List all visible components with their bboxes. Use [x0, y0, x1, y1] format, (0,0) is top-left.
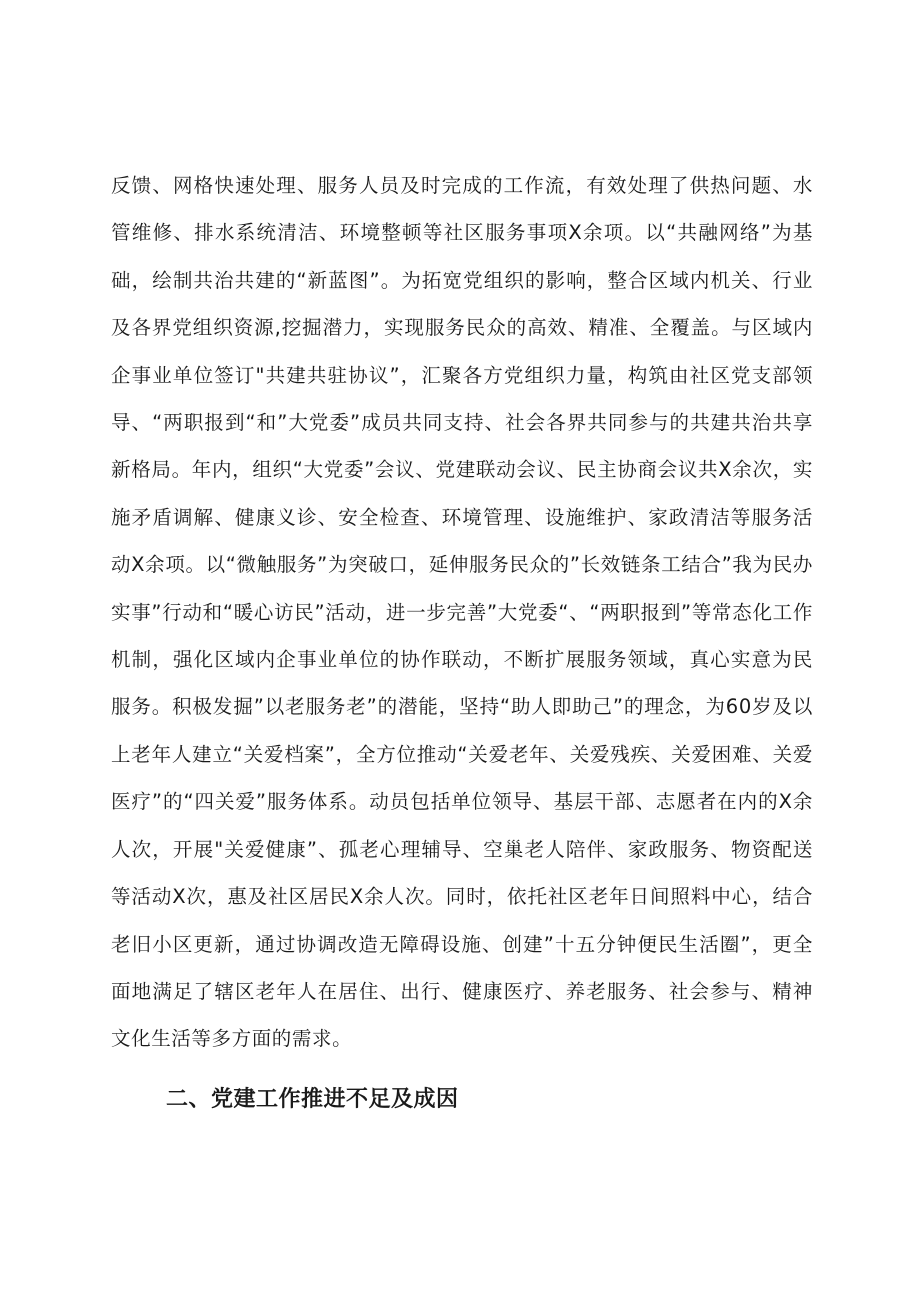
section-heading: 二、党建工作推进不足及成因 [166, 1087, 459, 1112]
body-paragraph: 反馈、网格快速处理、服务人员及时完成的工作流，有效处理了供热问题、水管维修、排水系统清洁、环境整顿等社区服务事项X余项。以“共融网络”为基础，绘制共治共建的“新蓝图”。为拓宽党组织的影响，整合区域内机关、行业及各界党组织资源,挖掘潜力，实现服务民众的高效、精准、全覆盖。与区域内企事业单位签订"共建共驻协议”，汇聚各方党组织力量，构筑由社区党支部领导、“两职报到“和”大党委”成员共同支持、社会各界共同参与的共建共治共享新格局。年内，组织“大党委”会议、党建联动会议、民主协商会议共X余次，实施矛盾调解、健康义诊、安全检查、环境管理、设施维护、家政清洁等服务活动X余项。以“微触服务”为突破口，延伸服务民众的”长效链条工结合”我为民办实事”行动和“暖心访民”活动，进一步完善”大党委“、“两职报到”等常态化工作机制，强化区域内企事业单位的协作联动，不断扩展服务领域，真心实意为民服务。积极发掘”以老服务老”的潜能，坚持“助人即助己”的理念，为60岁及以上老年人建立“关爱档案”，全方位推动“关爱老年、关爱残疾、关爱困难、关爱医疗”的“四关爱”服务体系。动员包括单位领导、基层干部、志愿者在内的X余人次，开展"关爱健康”、孤老心理辅导、空巢老人陪伴、家政服务、物资配送等活动X次，惠及社区居民X余人次。同时，依托社区老年日间照料中心，结合老旧小区更新，通过协调改造无障碍设施、创建”十五分钟便民生活圈”，更全面地满足了辖区老年人在居住、出行、健康医疗、养老服务、社会参与、精神文化生活等多方面的需求。 [111, 174, 813, 1051]
